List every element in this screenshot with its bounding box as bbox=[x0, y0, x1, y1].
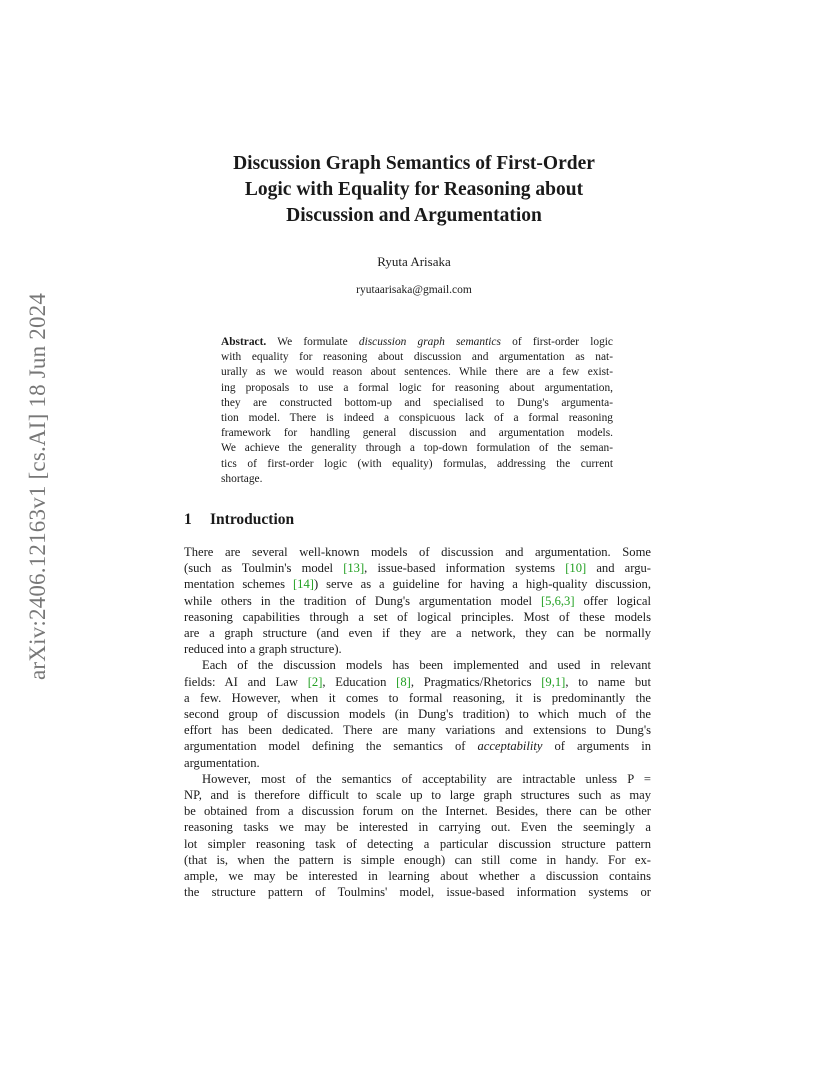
paragraph-line: the structure pattern of Toulmins' model, issue-based information systems or bbox=[184, 885, 651, 900]
citation-link[interactable]: [10] bbox=[565, 561, 587, 576]
abstract-line: shortage. bbox=[221, 472, 263, 485]
citation-link[interactable]: [14] bbox=[292, 577, 314, 592]
paragraph-line: reduced into a graph structure). bbox=[184, 642, 342, 657]
paragraph-line: argumentation model defining the semantics of acceptability of arguments in bbox=[184, 739, 651, 754]
title-line: Logic with Equality for Reasoning about bbox=[244, 179, 584, 200]
paragraph-line: mentation schemes [14]) serve as a guideline for having a high-quality discussion, bbox=[184, 577, 651, 592]
paragraph-line: (such as Toulmin's model [13], issue-based information systems [10] and argu- bbox=[184, 561, 651, 576]
citation-link[interactable]: [13] bbox=[343, 561, 365, 576]
author-email[interactable]: ryutaarisaka@gmail.com bbox=[356, 284, 472, 296]
citation-link[interactable]: [2] bbox=[307, 674, 323, 689]
paragraph-line: reasoning tasks we may be interested in carrying out. Even the seemingly a bbox=[184, 820, 651, 835]
arxiv-identifier: arXiv:2406.12163v1 [cs.AI] 18 Jun 2024 bbox=[25, 292, 50, 680]
paragraph-line: a few. However, when it comes to formal reasoning, it is predominantly the bbox=[184, 690, 651, 705]
paragraph-line: fields: AI and Law [2], Education [8], Pragmatics/Rhetorics [9,1], to name but bbox=[184, 674, 651, 689]
section-number: 1 bbox=[184, 511, 192, 528]
paragraph-line: argumentation. bbox=[184, 755, 260, 770]
abstract-line: Abstract. We formulate discussion graph semantics of first-order logic bbox=[221, 336, 613, 348]
citation-link[interactable]: [9,1] bbox=[541, 674, 566, 689]
abstract-line: tion model. There is indeed a conspicuous lack of a formal reasoning bbox=[221, 412, 613, 425]
paragraph-line: (that is, when the pattern is simple enough) can still come in handy. For ex- bbox=[184, 852, 651, 867]
abstract-line: framework for handling general discussion and argumentation models. bbox=[221, 427, 613, 440]
emphasized-term: acceptability bbox=[477, 739, 543, 754]
paragraph-line: However, most of the semantics of acceptability are intractable unless P = bbox=[202, 771, 651, 786]
title-line: Discussion Graph Semantics of First-Order bbox=[233, 153, 595, 174]
paragraph-line: while others in the tradition of Dung's argumentation model [5,6,3] offer logical bbox=[184, 593, 651, 608]
paragraph-line: There are several well-known models of discussion and argumentation. Some bbox=[184, 545, 651, 559]
paragraph-line: Each of the discussion models has been implemented and used in relevant bbox=[202, 658, 651, 673]
paragraph-line: NP, and is therefore difficult to scale up to large graph structures such as may bbox=[184, 788, 651, 803]
title-line: Discussion and Argumentation bbox=[286, 205, 542, 226]
author-name: Ryuta Arisaka bbox=[377, 254, 451, 269]
paragraph-line: are a graph structure (and even if they are a network, they can be normally bbox=[184, 626, 651, 641]
paragraph-line: reasoning capabilities through a set of logical principles. Most of these models bbox=[184, 609, 651, 624]
abstract-label: Abstract. bbox=[221, 336, 267, 348]
abstract-line: ing proposals to use a formal logic for reasoning about argumentation, bbox=[221, 381, 613, 394]
abstract-line: they are constructed bottom-up and specialised to Dung's argumenta- bbox=[221, 396, 613, 409]
abstract-line: urally as we would reason about sentences. While there are a few exist- bbox=[221, 366, 613, 379]
citation-link[interactable]: [5,6,3] bbox=[540, 593, 575, 608]
abstract-line: with equality for reasoning about discussion and argumentation as nat- bbox=[221, 351, 613, 364]
abstract-line: tics of first-order logic (with equality) formulas, addressing the current bbox=[221, 457, 613, 470]
abstract bbox=[221, 335, 613, 487]
paragraph-line: ample, we may be interested in learning about whether a discussion contains bbox=[184, 869, 651, 884]
section-title: Introduction bbox=[210, 511, 295, 528]
paragraph-line: second group of discussion models (in Dung's tradition) to which much of the bbox=[184, 707, 651, 722]
body-text bbox=[184, 544, 651, 900]
abstract-line: We achieve the generality through a top-down formulation of the seman- bbox=[221, 442, 613, 455]
emphasized-term: discussion graph semantics bbox=[358, 336, 501, 348]
paper-title bbox=[160, 151, 668, 229]
citation-link[interactable]: [8] bbox=[396, 674, 411, 689]
section-heading bbox=[184, 511, 294, 529]
paragraph-line: be obtained from a discussion forum on the Internet. Besides, there can be other bbox=[184, 804, 651, 819]
paragraph-line: effort has been dedicated. There are many variations and extensions to Dung's bbox=[184, 723, 651, 738]
paragraph-line: lot simpler reasoning task of detecting a particular discussion structure pattern bbox=[184, 836, 651, 851]
